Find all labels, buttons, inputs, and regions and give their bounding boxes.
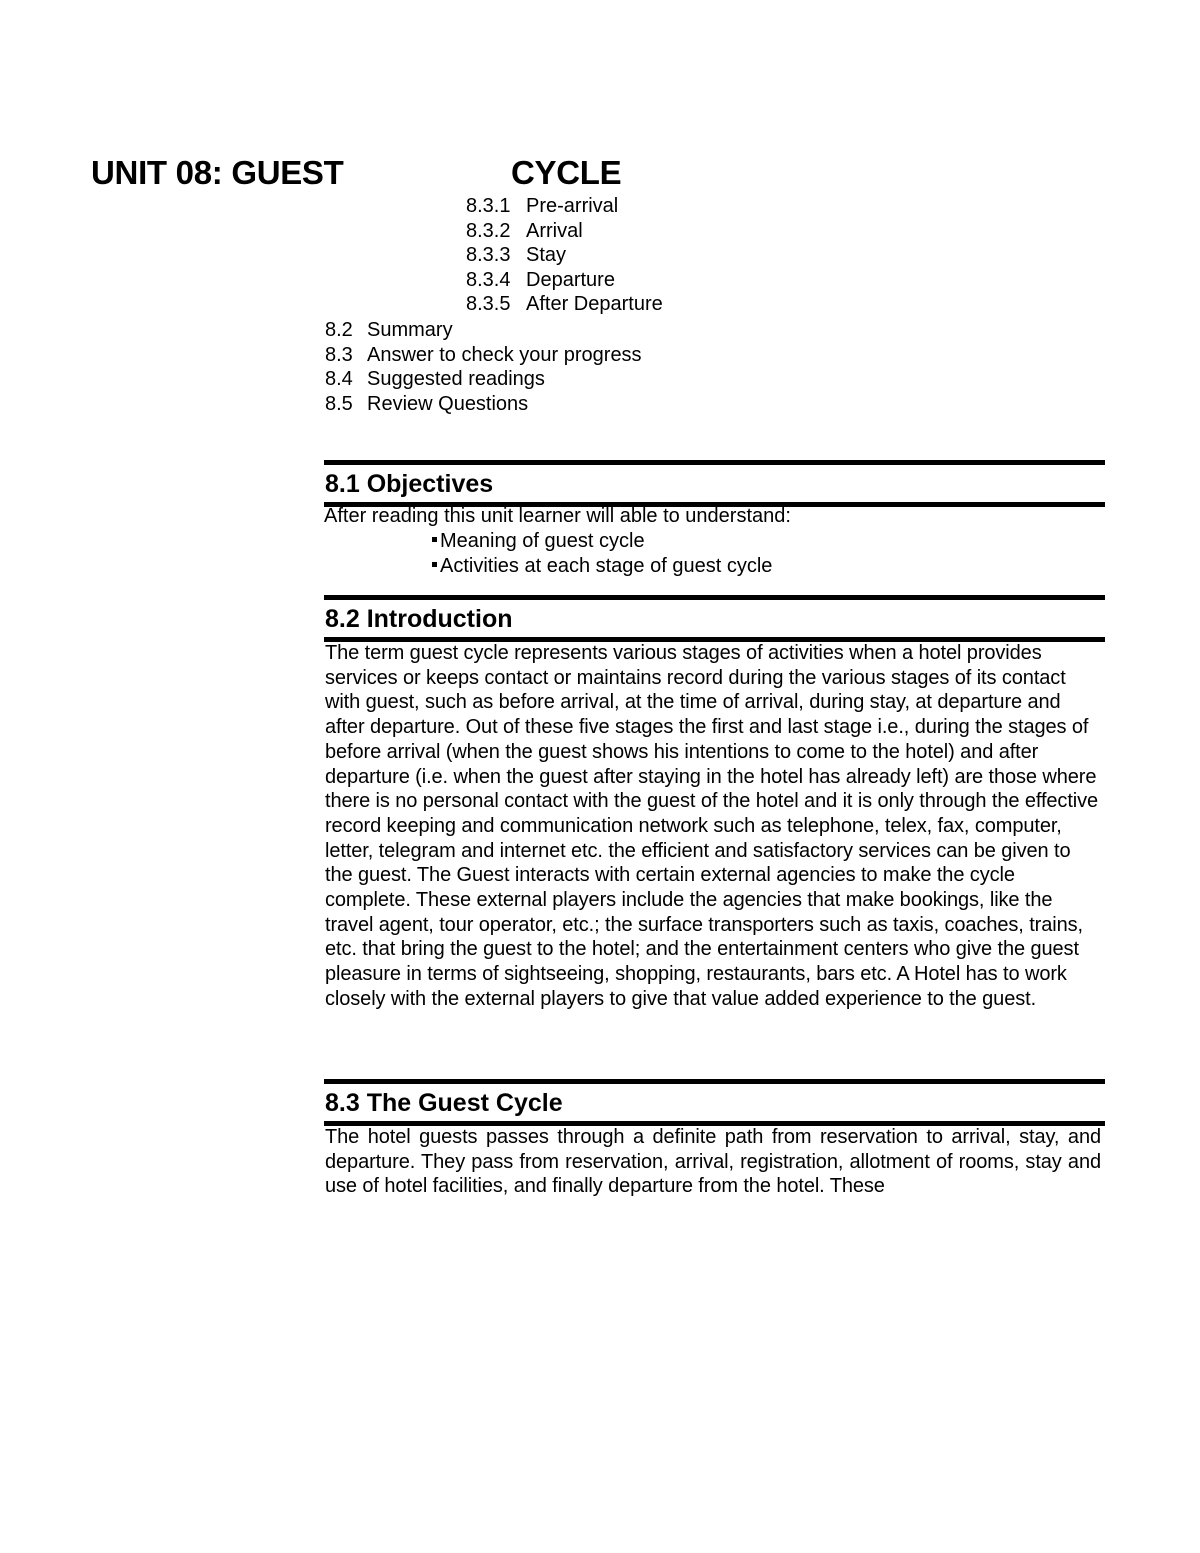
toc-item [325,367,642,392]
bullet-icon [432,537,437,542]
unit-title: UNIT 08: GUEST [91,154,344,191]
toc-item [466,268,663,293]
toc-label: Departure [526,268,615,291]
introduction-section [324,595,1105,1012]
toc-number: 8.3.2 [466,219,511,242]
introduction-body: The term guest cycle represents various stages of activities when a hotel provides services or keeps contact or maintains record during the various stages of its contact with guest, such as before arrival, at the time of arrival, during stay, at departure and after departure. Out of these five stages the first and last stage i.e., during the stages of before arrival (when the guest shows his intentions to come to the hotel) and after departure (i.e. when the guest after staying in the hotel has already left) are those where there is no personal contact with the guest of the hotel and it is only through the effective record keeping and communication network such as telephone, telex, fax, computer, letter, telegram and internet etc. the efficient and satisfactory services can be given to the guest. The Guest interacts with certain external agencies to make the cycle complete. These external players include the agencies that make bookings, like the travel agent, tour operator, etc.; the surface transporters such as taxis, coaches, trains, etc. that bring the guest to the hotel; and the entertainment centers who give the guest pleasure in terms of sightseeing, shopping, restaurants, bars etc. A Hotel has to work closely with the external players to give that value added experience to the guest. [325,642,1099,1010]
toc-label: Summary [367,319,453,341]
toc-label: Stay [526,244,567,267]
guest-cycle-section [324,1079,1105,1199]
toc-label: Review Questions [367,392,529,415]
section-heading: 8.3 The Guest Cycle [325,1089,563,1117]
toc-subsections [466,194,663,317]
guest-cycle-body: The hotel guests passes through a definite path from reservation to arrival, stay, and departure. They pass from reservation, arrival, registration, allotment of rooms, stay and use of hotel facilities, and finally departure from the hotel. These [325,1126,1101,1198]
toc-item [466,194,663,219]
toc-label: Pre-arrival [526,195,619,217]
list-item: Activities at each stage of guest cycle [429,554,1105,579]
toc-item [325,318,642,343]
objectives-list [429,529,1105,579]
objectives-section [324,460,1105,579]
toc-number: 8.5 [325,392,353,415]
toc-sections [325,318,642,416]
toc-number: 8.3.3 [466,244,511,267]
toc-number: 8.2 [325,319,353,341]
objectives-intro: After reading this unit learner will able to understand: [324,505,791,527]
toc-item [466,292,663,317]
toc-item [325,343,642,368]
toc-number: 8.3 [325,343,353,366]
toc-item [466,219,663,244]
bullet-icon [432,562,437,567]
toc-label: Arrival [526,219,583,242]
list-item: Meaning of guest cycle [429,529,1105,554]
toc-label: Suggested readings [367,368,545,391]
toc-label: After Departure [526,293,663,316]
unit-title-continued: CYCLE [511,154,622,191]
toc-number: 8.4 [325,368,353,391]
section-heading: 8.1 Objectives [325,470,494,498]
toc-item [466,243,663,268]
toc-label: Answer to check your progress [367,343,642,366]
toc-number: 8.3.1 [466,195,511,217]
section-heading: 8.2 Introduction [325,605,513,633]
toc-item [325,392,642,417]
toc-number: 8.3.5 [466,293,511,316]
toc-number: 8.3.4 [466,268,511,291]
